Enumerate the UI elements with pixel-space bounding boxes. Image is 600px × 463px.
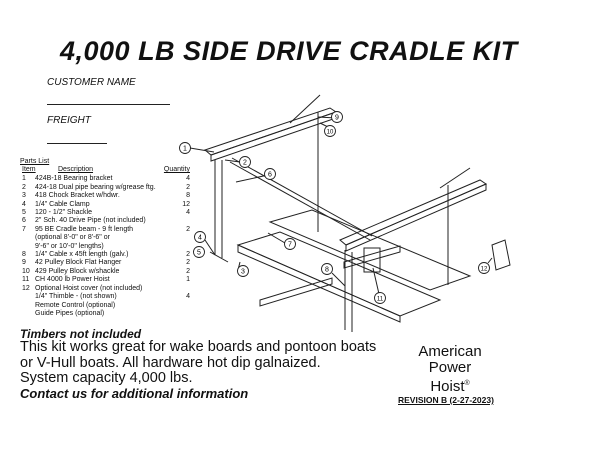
leader-4 [205,240,215,255]
parts-list-heading: Parts List [20,158,50,165]
part-number: 11 [22,276,30,284]
part-number: 7 [22,225,26,233]
hoist-cover [492,240,510,270]
col-quantity: Quantity [163,166,190,174]
part-description: 1/4" Cable x 45ft length (galv.) [35,251,129,259]
description-line: This kit works great for wake boards and pontoon boats [20,339,377,355]
cable [440,168,470,188]
contact-note: Contact us for additional information [20,386,249,401]
part-quantity: 2 [186,267,190,275]
cradle-base-right [270,210,470,290]
part-number: 1 [22,175,26,183]
part-description: CH 4000 lb Power Hoist [35,276,110,284]
part-description: Remote Control (optional) [35,301,116,309]
callout-number: 10 [326,129,334,136]
part-number: 5 [22,209,26,217]
cradle-beam-1 [238,245,400,322]
col-item: Item [22,166,36,174]
logo-line-2: Power [428,359,472,376]
part-quantity: 4 [186,175,190,183]
part-number: 10 [22,267,30,275]
callout-number: 9 [335,114,339,122]
part-description: (optional 8'-0" or 8'-6" or [35,234,110,242]
part-number: 4 [22,200,26,208]
part-quantity: 4 [186,293,190,301]
part-description: 9'-6" or 10'-0" lengths) [35,242,104,250]
part-quantity: 8 [186,192,190,200]
callout-number: 12 [480,266,488,273]
top-beam-front-side [346,184,486,251]
part-number: 6 [22,217,26,225]
page-title: 4,000 LB SIDE DRIVE CRADLE KIT [60,36,518,66]
part-description: Optional Hoist cover (not included) [35,284,143,292]
logo-line-3: Hoist® [430,378,470,395]
part-number: 9 [22,259,26,267]
part-quantity: 4 [186,209,190,217]
description-line: System capacity 4,000 lbs. [20,370,193,386]
callout-number: 8 [325,266,329,274]
revision-label: REVISION B (2-27-2023) [398,395,494,405]
callout-number: 3 [241,268,245,276]
part-description: 1/4" Cable Clamp [35,200,90,208]
part-number: 3 [22,192,26,200]
top-beam-back-side [211,112,336,161]
callout-number: 4 [198,234,202,242]
part-number: 8 [22,251,26,259]
logo-line-1: American [418,343,482,360]
part-quantity: 2 [186,183,190,191]
customer-name-label: CUSTOMER NAME [47,77,136,88]
part-quantity: 2 [186,225,190,233]
timbers-note: Timbers not included [20,327,142,341]
part-description: 95 BE Cradle beam - 9 ft length [35,225,134,233]
leader-12 [488,258,492,263]
description-line: or V-Hull boats. All hardware hot dip galnaized. [20,354,321,371]
callout-number: 5 [197,249,201,257]
callout-number: 1 [183,145,187,153]
col-description: Description [58,166,94,174]
leader-7 [268,233,285,243]
callout-number: 7 [288,241,292,249]
callout-number: 11 [376,296,384,303]
part-description: 418 Chock Bracket w/hdwr. [35,192,120,200]
cradle-beam-2 [260,278,332,306]
part-description: 42 Pulley Block Flat Hanger [35,259,122,267]
freight-label: FREIGHT [47,115,91,126]
part-description: Guide Pipes (optional) [35,309,105,317]
part-description: 120 - 1/2" Shackle [35,209,92,217]
part-description: 424B-18 Bearing bracket [35,175,113,183]
drive-pipe [230,159,370,240]
drive-pipe-edge [232,158,372,236]
part-description: 424-18 Dual pipe bearing w/grease ftg. [35,183,156,191]
part-description: 2" Sch. 40 Drive Pipe (not included) [35,217,146,225]
top-beam-back [205,108,336,155]
callout-number: 6 [268,171,272,179]
part-quantity: 2 [186,251,190,259]
part-description: 1/4" Thimble - (not shown) [35,293,117,301]
part-quantity: 1 [186,276,190,284]
part-description: 429 Pulley Block w/shackle [35,267,120,275]
part-quantity: 12 [182,200,190,208]
part-number: 12 [22,284,30,292]
part-number: 2 [22,183,26,191]
callout-number: 2 [243,159,247,167]
leader-8 [332,273,345,286]
part-quantity: 2 [186,259,190,267]
leader-5 [210,252,228,262]
